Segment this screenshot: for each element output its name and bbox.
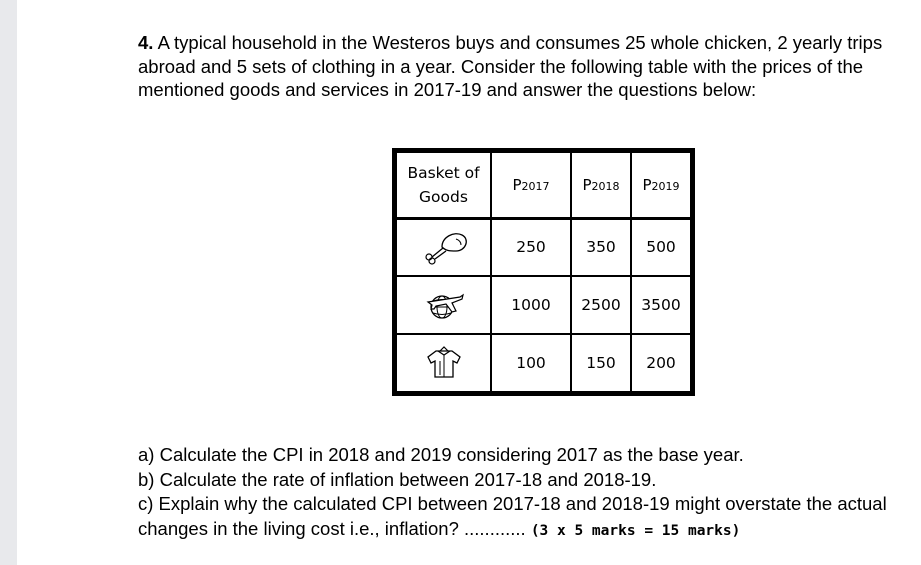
cell-trips-p2018: 2500 (571, 276, 631, 334)
question-body: A typical household in the Westeros buys and consumes 25 whole chicken, 2 yearly trips abroad and 5 sets of clothing in a year. Consider the following table with the prices of the mentioned goods and services in 2017-19 and answer the questions below: (138, 32, 883, 100)
cell-chicken-p2018: 350 (571, 218, 631, 276)
part-c (138, 492, 898, 543)
marks-label: (3 x 5 marks = 15 marks) (530, 522, 741, 539)
part-a: a) Calculate the CPI in 2018 and 2019 considering 2017 as the base year. (138, 444, 744, 465)
cell-chicken-p2017: 250 (491, 218, 571, 276)
part-b: b) Calculate the rate of inflation between 2017-18 and 2018-19. (138, 468, 657, 490)
shirt-icon (396, 334, 491, 392)
cell-clothing-p2019: 200 (631, 334, 691, 392)
part-c-text: c) Explain why the calculated CPI between 2017-18 and 2018-19 might overstate the actual changes in the living cost i.e., inflation? ............ (138, 493, 887, 539)
header-p2018: P2018 (571, 152, 631, 218)
cell-trips-p2019: 3500 (631, 276, 691, 334)
header-basket-of-goods: Basket of Goods (396, 152, 491, 218)
cell-clothing-p2017: 100 (491, 334, 571, 392)
question-text (138, 31, 898, 102)
cell-clothing-p2018: 150 (571, 334, 631, 392)
table-row (396, 218, 691, 276)
price-table (395, 151, 692, 393)
question-parts (138, 443, 898, 543)
chicken-leg-icon (396, 218, 491, 276)
cell-chicken-p2019: 500 (631, 218, 691, 276)
page-left-margin (0, 0, 17, 565)
header-p2019: P2019 (631, 152, 691, 218)
table-row (396, 334, 691, 392)
cell-trips-p2017: 1000 (491, 276, 571, 334)
table-row (396, 276, 691, 334)
question-number: 4. (138, 32, 154, 53)
globe-airplane-icon (396, 276, 491, 334)
header-p2017: P2017 (491, 152, 571, 218)
table-header-row (396, 152, 691, 218)
